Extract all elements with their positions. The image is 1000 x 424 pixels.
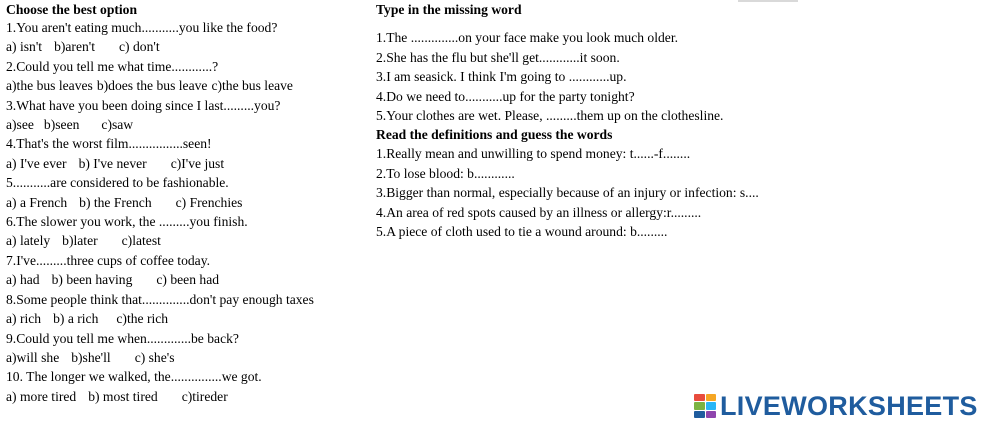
answer-option[interactable]: b) a rich — [53, 311, 99, 327]
answer-option[interactable]: b)later — [62, 233, 98, 249]
answer-option[interactable]: c)I've just — [170, 155, 225, 171]
definition-item: 3.Bigger than normal, especially because of an injury or infection: s.... — [376, 185, 759, 201]
missing-word-sentence: 1.The ..............on your face make you look much older. — [376, 30, 679, 45]
answer-option[interactable]: c)tireder — [181, 388, 228, 404]
answer-option[interactable]: b) the French — [79, 194, 152, 210]
answer-option[interactable]: b)she'll — [71, 349, 111, 365]
section-title-definitions: Read the definitions and guess the words — [376, 126, 613, 142]
question-text: 3.What have you been doing since I last.........you? — [6, 97, 281, 113]
answer-option[interactable]: c)saw — [101, 117, 134, 133]
logo-block — [706, 402, 717, 409]
missing-word-sentence: 5.Your clothes are wet. Please, .........them up on the clothesline. — [376, 108, 724, 124]
answer-option[interactable]: c) she's — [134, 349, 175, 365]
top-divider — [738, 0, 798, 2]
answer-option[interactable]: a) lately — [6, 233, 51, 249]
answer-option[interactable]: a) more tired — [6, 388, 77, 404]
logo-block — [694, 402, 705, 409]
choose-best-option-section — [6, 0, 366, 406]
answer-options — [6, 115, 366, 134]
answer-option[interactable]: a) isn't — [6, 39, 43, 55]
answer-options — [6, 193, 366, 212]
answer-options — [6, 76, 366, 95]
logo-block — [706, 394, 717, 401]
answer-options — [6, 387, 366, 406]
logo-block — [694, 394, 705, 401]
answer-option[interactable]: b)does the bus leave — [96, 78, 208, 94]
logo-blocks-icon — [694, 394, 716, 418]
definition-item: 2.To lose blood: b............ — [376, 165, 515, 181]
answer-option[interactable]: a) I've ever — [6, 155, 67, 171]
logo-block — [694, 411, 705, 418]
answer-option[interactable]: c) been had — [156, 272, 220, 288]
logo-block — [706, 411, 717, 418]
answer-option[interactable]: b) been having — [51, 272, 133, 288]
answer-option[interactable]: b)seen — [43, 117, 80, 133]
answer-option[interactable]: a)will she — [6, 349, 60, 365]
question-text: 9.Could you tell me when.............be back? — [6, 330, 239, 346]
answer-option[interactable]: c)the bus leave — [211, 78, 293, 94]
answer-option[interactable]: b) I've never — [78, 155, 147, 171]
answer-options — [6, 348, 366, 367]
question-text: 8.Some people think that..............don't pay enough taxes — [6, 291, 314, 307]
right-column — [376, 0, 826, 242]
question-text: 7.I've.........three cups of coffee today. — [6, 252, 211, 268]
liveworksheets-logo — [694, 391, 978, 421]
definitions-list — [376, 144, 826, 242]
missing-word-list — [376, 28, 826, 126]
question-text: 5...........are considered to be fashionable. — [6, 175, 229, 191]
section-title-missing-word: Type in the missing word — [376, 2, 522, 17]
definition-item: 5.A piece of cloth used to tie a wound around: b......... — [376, 224, 668, 240]
question-list — [6, 18, 366, 406]
section-title-choose: Choose the best option — [6, 2, 138, 17]
missing-word-sentence: 2.She has the flu but she'll get............it soon. — [376, 49, 620, 65]
answer-option[interactable]: c) Frenchies — [175, 194, 243, 210]
answer-option[interactable]: c)the rich — [116, 311, 169, 327]
question-text: 10. The longer we walked, the...............we got. — [6, 369, 262, 385]
answer-option[interactable]: b)aren't — [54, 39, 96, 55]
answer-option[interactable]: a) had — [6, 272, 40, 288]
answer-option[interactable]: a)see — [6, 117, 34, 133]
question-text: 6.The slower you work, the .........you finish. — [6, 214, 248, 230]
answer-option[interactable]: b) most tired — [88, 388, 158, 404]
answer-options — [6, 270, 366, 289]
definition-item: 4.An area of red spots caused by an illness or allergy:r......... — [376, 204, 702, 220]
answer-option[interactable]: a) rich — [6, 311, 42, 327]
question-text: 2.Could you tell me what time............? — [6, 58, 219, 74]
answer-options — [6, 37, 366, 56]
answer-option[interactable]: c) don't — [119, 39, 160, 55]
answer-option[interactable]: a) a French — [6, 194, 68, 210]
definition-item: 1.Really mean and unwilling to spend money: t......-f........ — [376, 145, 691, 161]
answer-option[interactable]: c)latest — [121, 233, 161, 249]
question-text: 1.You aren't eating much...........you like the food? — [6, 20, 278, 35]
logo-text: LIVEWORKSHEETS — [720, 390, 978, 421]
answer-options — [6, 231, 366, 250]
answer-options — [6, 154, 366, 173]
missing-word-sentence: 3.I am seasick. I think I'm going to ............up. — [376, 69, 627, 85]
question-text: 4.That's the worst film................seen! — [6, 136, 212, 152]
answer-options — [6, 309, 366, 328]
answer-option[interactable]: a)the bus leaves — [6, 78, 93, 94]
missing-word-sentence: 4.Do we need to...........up for the party tonight? — [376, 88, 635, 104]
